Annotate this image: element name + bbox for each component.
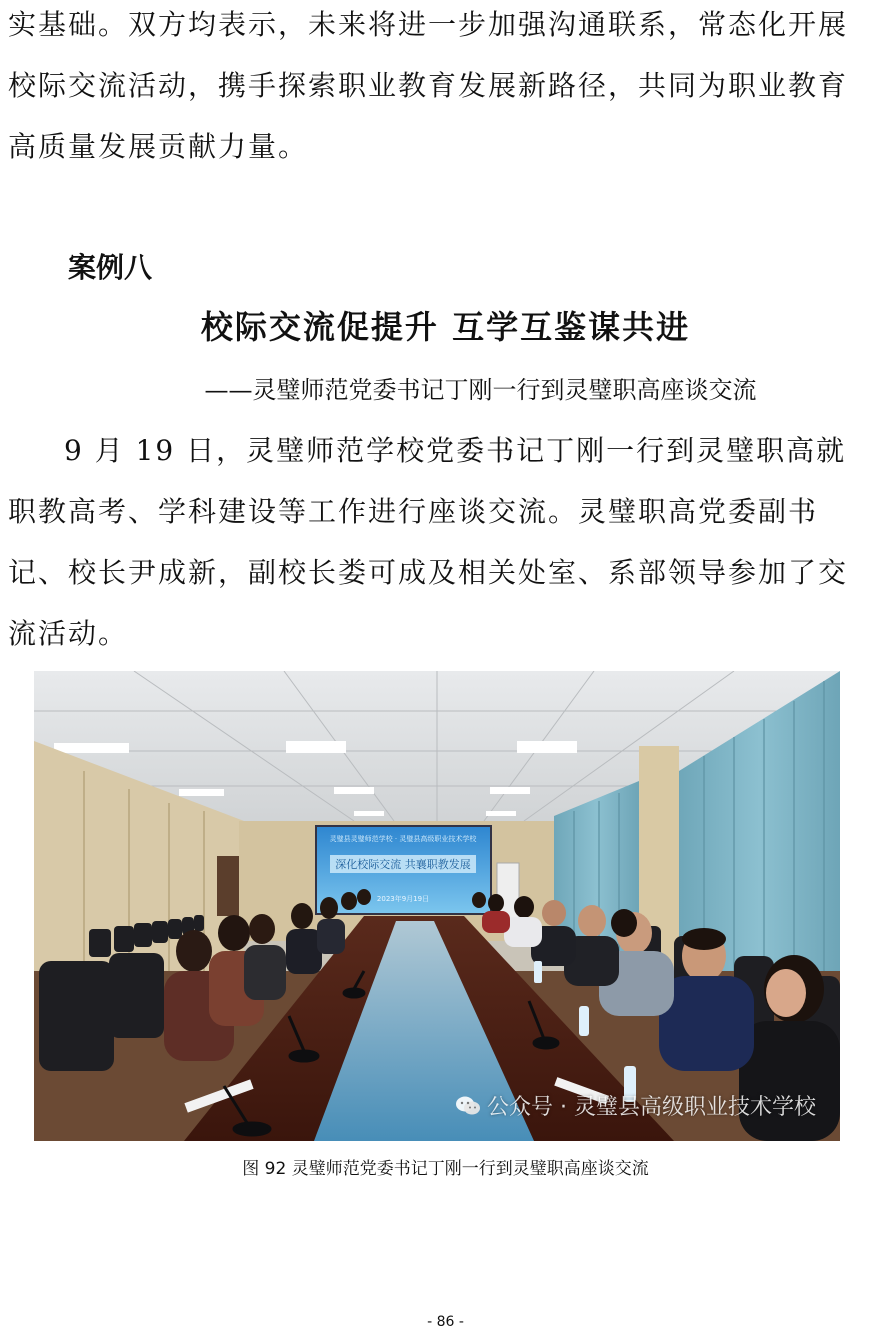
wechat-icon <box>455 1095 481 1117</box>
intro-paragraph: 实基础。双方均表示，未来将进一步加强沟通联系，常态化开展校际交流活动，携手探索职业教育发展新路径，共同为职业教育高质量发展贡献力量。 <box>8 8 849 163</box>
screen-banner-text: 深化校际交流 共襄职教发展 <box>335 858 471 871</box>
svg-text:灵璧县灵璧师范学校 · 灵璧县高级职业技术学校: 灵璧县灵璧师范学校 · 灵璧县高级职业技术学校 <box>329 835 477 843</box>
page-number: - 86 - <box>427 1314 464 1330</box>
figure-caption: 图 92 灵璧师范党委书记丁刚一行到灵璧职高座谈交流 <box>242 1159 649 1179</box>
meeting-photo <box>34 671 840 1141</box>
article-subtitle: ——灵璧师范党委书记丁刚一行到灵璧职高座谈交流 <box>204 376 757 404</box>
case-label: 案例八 <box>68 251 153 284</box>
article-title: 校际交流促提升 互学互鉴谋共进 <box>200 308 691 346</box>
watermark-text: 公众号 · 灵璧县高级职业技术学校 <box>487 1095 816 1120</box>
photo-watermark <box>455 1090 816 1121</box>
svg-text:2023年9月19日: 2023年9月19日 <box>376 895 430 903</box>
meeting-room-illustration <box>34 671 840 1141</box>
body-paragraph: 9 月 19 日，灵璧师范学校党委书记丁刚一行到灵璧职高就职教高考、学科建设等工作进行座谈交流。灵璧职高党委副书记、校长尹成新，副校长娄可成及相关处室、系部领导参加了交流活动。 <box>8 434 849 650</box>
